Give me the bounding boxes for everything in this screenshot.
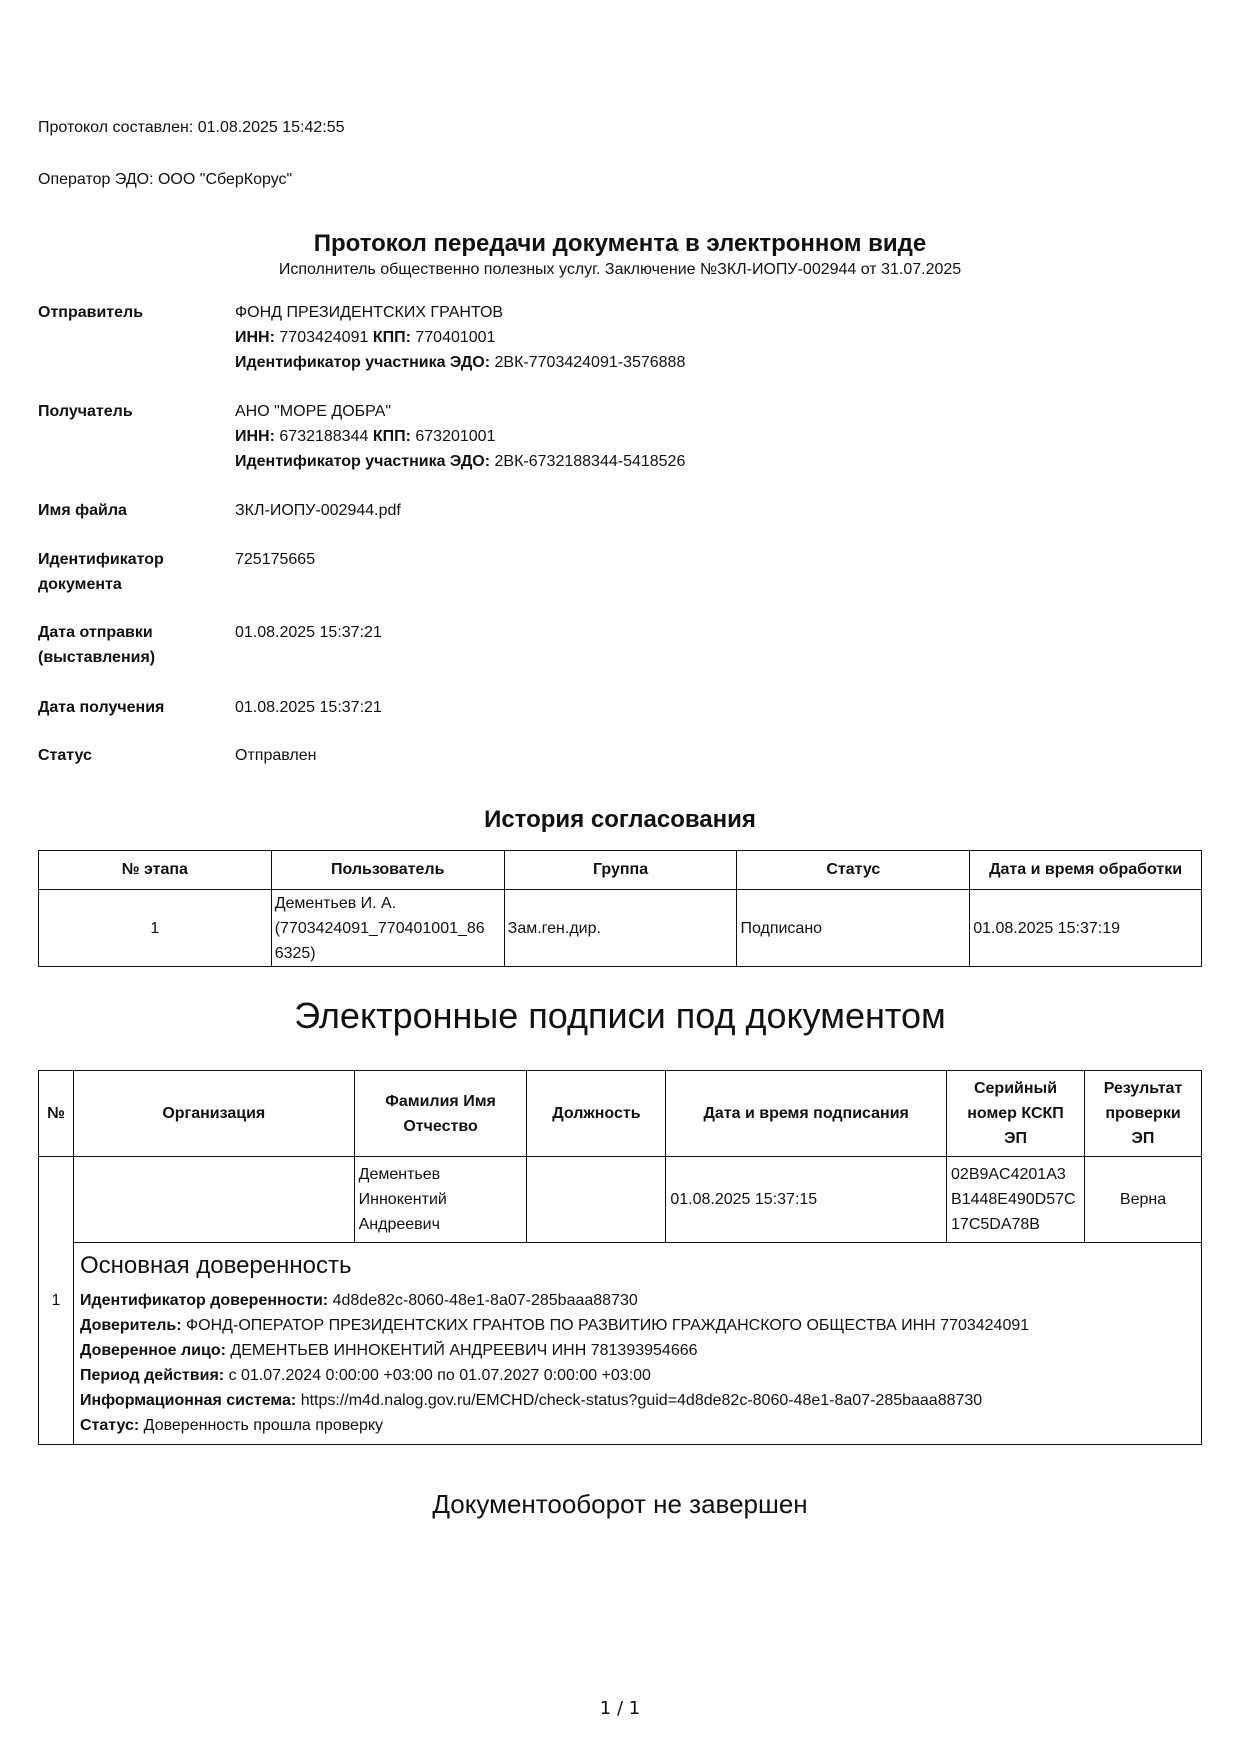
protocol-created: Протокол составлен: 01.08.2025 15:42:55 — [38, 119, 345, 136]
poa-agent: ДЕМЕНТЬЕВ ИННОКЕНТИЙ АНДРЕЕВИЧ ИНН 781393954666 — [230, 1342, 698, 1359]
sig-serial-line2: B1448E490D57C — [951, 1191, 1076, 1208]
poa-agent-label: Доверенное лицо: — [79, 1342, 226, 1359]
poa-principal-line — [80, 1313, 1197, 1338]
sig-header-fio-line1: Фамилия Имя — [385, 1092, 496, 1110]
history-row — [39, 890, 1202, 967]
sig-header-num: № — [39, 1071, 74, 1157]
recipient-name: АНО "МОРЕ ДОБРА" — [235, 403, 392, 420]
poa-status-line — [80, 1413, 1197, 1438]
recipient-kpp-label: КПП: — [372, 428, 411, 445]
poa-id-line — [80, 1288, 1197, 1313]
page-subtitle: Исполнитель общественно полезных услуг. Заключение №ЗКЛ-ИОПУ-002944 от 31.07.2025 — [278, 261, 962, 278]
sig-header-serial-line1: Серийный — [973, 1080, 1058, 1097]
history-header-stage: № этапа — [39, 851, 272, 890]
page-number: 1 / 1 — [599, 1698, 641, 1719]
history-stage: 1 — [39, 890, 272, 967]
history-user-line2: (7703424091_770401001_86 — [274, 919, 485, 937]
workflow-status: Документооборот не завершен — [432, 1489, 808, 1519]
docid-label-line1: Идентификатор — [38, 551, 164, 568]
sig-fio-line3: Андреевич — [358, 1216, 440, 1233]
poa-agent-line — [80, 1338, 1197, 1363]
history-user — [271, 890, 504, 967]
sender-label: Отправитель — [38, 304, 144, 321]
history-header-group: Группа — [504, 851, 737, 890]
signatures-title: Электронные подписи под документом — [294, 995, 946, 1036]
status-label: Статус — [38, 747, 92, 764]
page-title: Протокол передачи документа в электронном виде — [313, 230, 927, 257]
poa-status: Доверенность прошла проверку — [143, 1417, 384, 1434]
edo-operator: Оператор ЭДО: ООО "СберКорус" — [38, 171, 293, 188]
sender-name: ФОНД ПРЕЗИДЕНТСКИХ ГРАНТОВ — [235, 304, 504, 321]
history-header-user: Пользователь — [271, 851, 504, 890]
docid-label — [38, 547, 228, 597]
filename-label: Имя файла — [38, 502, 127, 519]
poa-title: Основная доверенность — [79, 1252, 352, 1279]
recipient-edo: 2ВК-6732188344-5418526 — [494, 453, 686, 470]
recipient-inn-label: ИНН: — [235, 428, 275, 445]
sig-row — [39, 1157, 1202, 1243]
poa-row — [39, 1243, 1202, 1445]
sender-inn-kpp — [235, 325, 1135, 350]
poa-cell — [73, 1243, 1201, 1445]
sig-datetime: 01.08.2025 15:37:15 — [666, 1157, 947, 1243]
sig-fio-line2: Иннокентий — [358, 1191, 447, 1208]
sig-header-position: Должность — [527, 1071, 666, 1157]
sig-header-row — [39, 1071, 1202, 1157]
status-value: Отправлен — [235, 747, 317, 764]
sent-label — [38, 620, 228, 670]
history-header-row — [39, 851, 1202, 890]
history-user-line3: 6325) — [274, 944, 316, 962]
poa-system-line — [80, 1388, 1197, 1413]
sig-header-result-line1: Результат — [1103, 1080, 1183, 1097]
recipient-edo-label: Идентификатор участника ЭДО: — [235, 453, 491, 470]
history-table — [38, 850, 1202, 967]
recipient-label: Получатель — [38, 403, 133, 420]
sender-inn: 7703424091 — [279, 329, 369, 346]
sig-fio-line1: Дементьев — [358, 1166, 441, 1183]
recipient-inn: 6732188344 — [279, 428, 369, 445]
history-header-status: Статус — [737, 851, 970, 890]
sig-result: Верна — [1085, 1157, 1202, 1243]
history-header-datetime: Дата и время обработки — [970, 851, 1202, 890]
recipient-edo-line — [235, 449, 1135, 474]
sig-header-serial — [947, 1071, 1085, 1157]
poa-period-label: Период действия: — [79, 1367, 225, 1384]
sender-edo-label: Идентификатор участника ЭДО: — [235, 354, 491, 371]
sig-position — [527, 1157, 666, 1243]
recipient-kpp: 673201001 — [415, 428, 496, 445]
poa-period: с 01.07.2024 0:00:00 +03:00 по 01.07.2027 0:00:00 +03:00 — [228, 1367, 651, 1384]
poa-principal-label: Доверитель: — [79, 1317, 182, 1334]
sig-header-serial-line2: номер КСКП — [967, 1105, 1064, 1122]
sender-inn-label: ИНН: — [235, 329, 275, 346]
sender-value — [235, 300, 1135, 375]
docid-value: 725175665 — [235, 551, 316, 568]
sig-header-serial-line3: ЭП — [1004, 1130, 1027, 1147]
sig-fio — [354, 1157, 527, 1243]
poa-period-line — [80, 1363, 1197, 1388]
sender-kpp-label: КПП: — [372, 329, 411, 346]
sig-serial-line1: 02B9AC4201A3 — [951, 1166, 1066, 1183]
history-group: Зам.ген.дир. — [504, 890, 737, 967]
poa-id-label: Идентификатор доверенности: — [79, 1292, 329, 1309]
filename-value: ЗКЛ-ИОПУ-002944.pdf — [235, 502, 401, 519]
sig-num: 1 — [39, 1157, 74, 1445]
recipient-value — [235, 399, 1135, 474]
sig-org — [73, 1157, 354, 1243]
history-user-line1: Дементьев И. А. — [274, 894, 397, 912]
sent-value: 01.08.2025 15:37:21 — [235, 624, 382, 641]
sender-edo: 2ВК-7703424091-3576888 — [494, 354, 686, 371]
sent-label-line1: Дата отправки — [38, 624, 153, 641]
poa-system: https://m4d.nalog.gov.ru/EMCHD/check-status?guid=4d8de82c-8060-48e1-8a07-285baaa88730 — [300, 1392, 983, 1409]
signatures-table — [38, 1070, 1202, 1445]
poa-id: 4d8de82c-8060-48e1-8a07-285baaa88730 — [332, 1292, 638, 1309]
poa-status-label: Статус: — [79, 1417, 140, 1434]
sig-header-result-line3: ЭП — [1131, 1130, 1155, 1147]
sender-edo-line — [235, 350, 1135, 375]
received-label: Дата получения — [38, 699, 165, 716]
sender-kpp: 770401001 — [415, 329, 496, 346]
sig-header-result-line2: проверки — [1105, 1105, 1181, 1122]
poa-principal: ФОНД-ОПЕРАТОР ПРЕЗИДЕНТСКИХ ГРАНТОВ ПО РАЗВИТИЮ ГРАЖДАНСКОГО ОБЩЕСТВА ИНН 7703424091 — [185, 1317, 1030, 1334]
sig-header-fio-line2: Отчество — [403, 1117, 478, 1135]
recipient-inn-kpp — [235, 424, 1135, 449]
sig-serial — [947, 1157, 1085, 1243]
history-title: История согласования — [484, 806, 756, 833]
docid-label-line2: документа — [38, 576, 122, 593]
sig-header-fio — [354, 1071, 527, 1157]
sent-label-line2: (выставления) — [38, 649, 156, 666]
sig-header-result — [1085, 1071, 1202, 1157]
history-datetime: 01.08.2025 15:37:19 — [970, 890, 1202, 967]
sig-header-org: Организация — [73, 1071, 354, 1157]
history-status: Подписано — [737, 890, 970, 967]
sig-header-datetime: Дата и время подписания — [666, 1071, 947, 1157]
sig-serial-line3: 17C5DA78B — [951, 1216, 1040, 1233]
poa-system-label: Информационная система: — [79, 1392, 297, 1409]
received-value: 01.08.2025 15:37:21 — [235, 699, 382, 716]
